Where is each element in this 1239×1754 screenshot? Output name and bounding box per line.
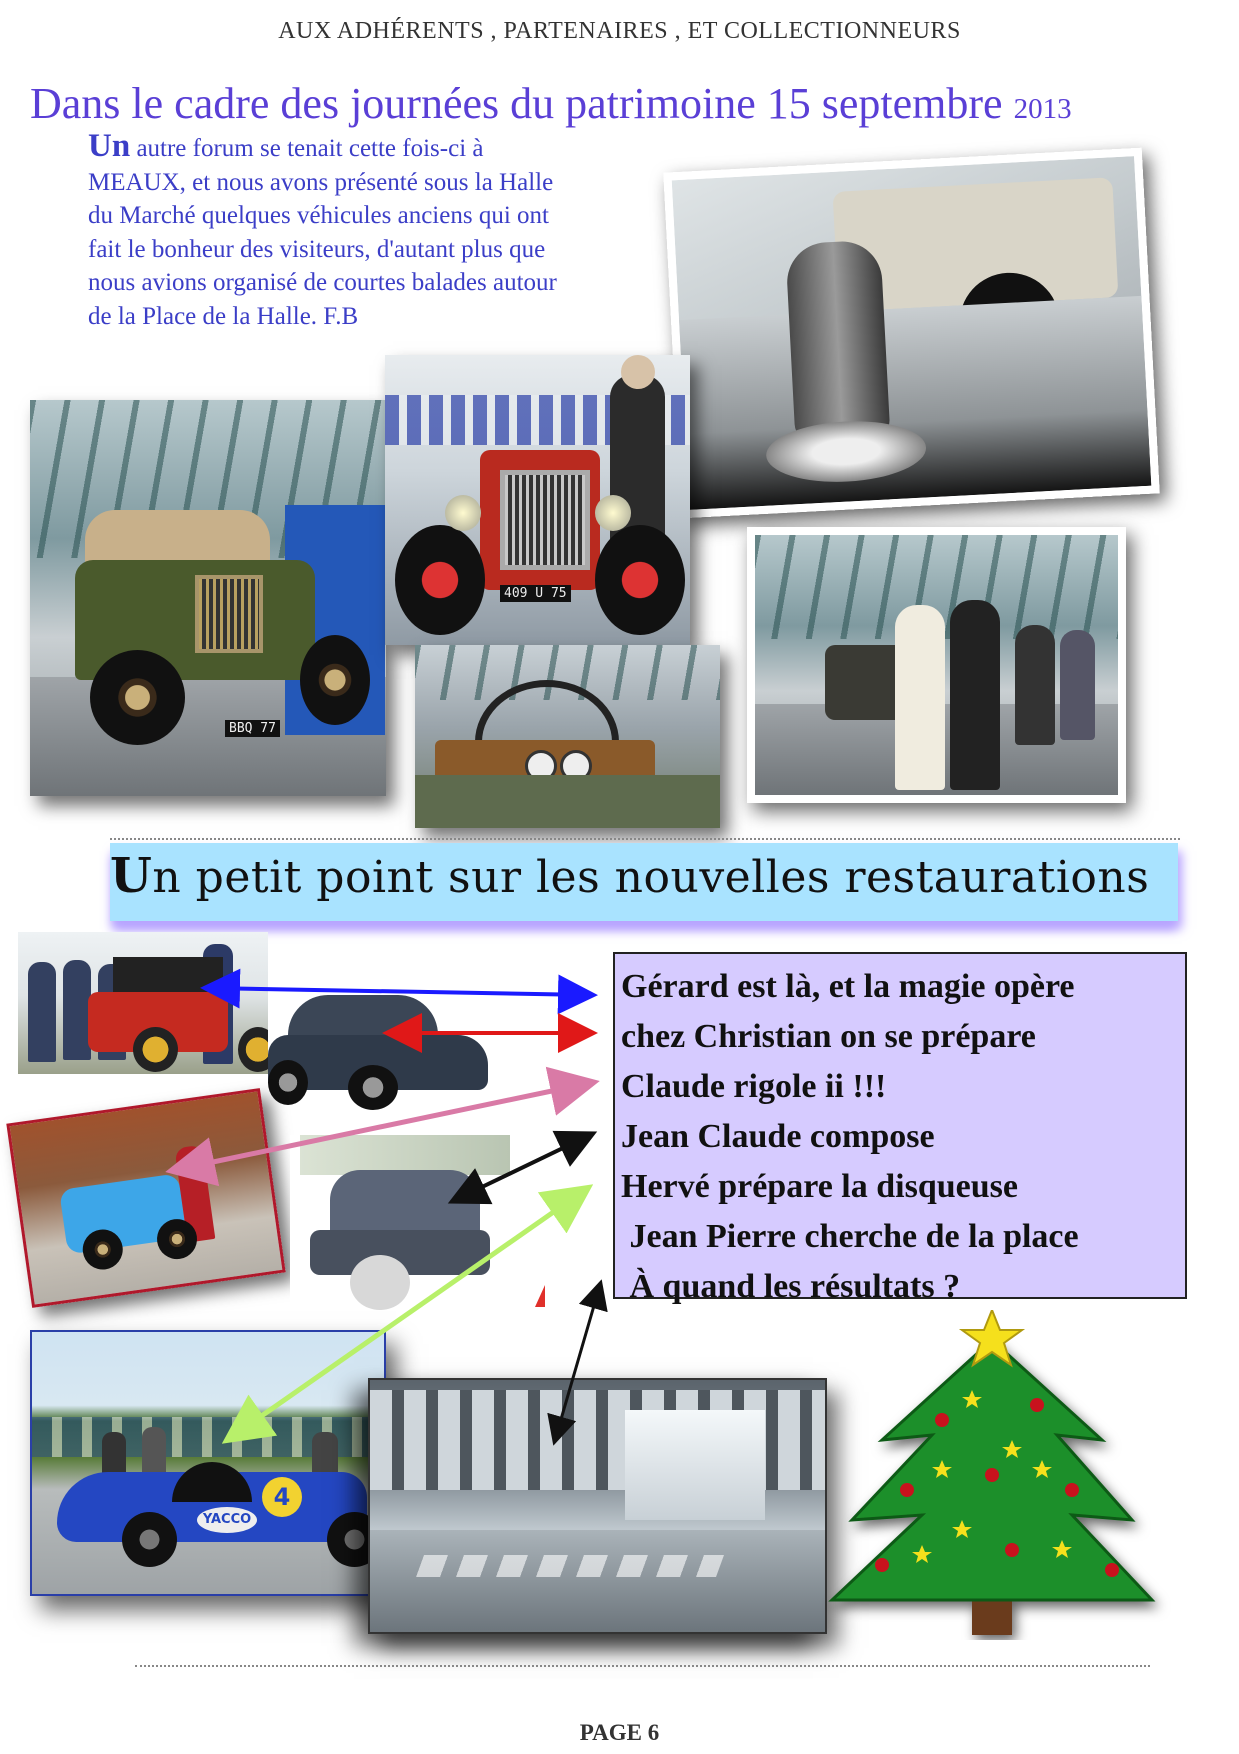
yacco-logo: YACCO [197,1507,257,1533]
arrow-pink [175,1083,590,1170]
subtitle-drop-cap: U [110,848,153,904]
green-car-plate: BBQ 77 [225,720,280,737]
info-line-jean-claude: Jean Claude compose [621,1118,935,1155]
arrow-black-gray-car [455,1135,590,1200]
info-line-results: À quand les résultats ? [621,1268,961,1305]
red-car-plate: 409 U 75 [500,585,571,602]
arrow-blue [208,988,590,995]
yacco-number: 4 [262,1477,302,1517]
intro-text: autre forum se tenait cette fois-ci à MEAUX, et nous avons présenté sous la Halle du Marché quelques véhicules anciens qui ont fait le bonheur des visiteurs, d'autant plus que nous avions organisé de courtes balades autour de la Place de la Halle. F.B [88,135,557,330]
title-main: Dans le cadre des journées du patrimoine 15 septembre [30,79,1003,128]
page-number: PAGE 6 [579,1720,660,1745]
info-line-gerard: Gérard est là, et la magie opère [621,968,1075,1005]
arrow-black-warehouse [555,1285,600,1440]
info-line-christian: chez Christian on se prépare [621,1018,1036,1055]
info-line-claude: Claude rigole ii !!! [621,1068,887,1105]
page-header: AUX ADHÉRENTS , PARTENAIRES , ET COLLECTIONNEURS [278,18,961,44]
info-line-jean-pierre: Jean Pierre cherche de la place [621,1218,1079,1255]
arrow-lime [230,1190,585,1438]
intro-drop-cap: Un [88,128,131,164]
info-line-herve: Hervé prépare la disqueuse [621,1168,1018,1205]
title-year: 2013 [1013,93,1072,125]
subtitle-text: n petit point sur les nouvelles restaurations [152,852,1150,903]
bottom-divider [135,1665,1150,1667]
